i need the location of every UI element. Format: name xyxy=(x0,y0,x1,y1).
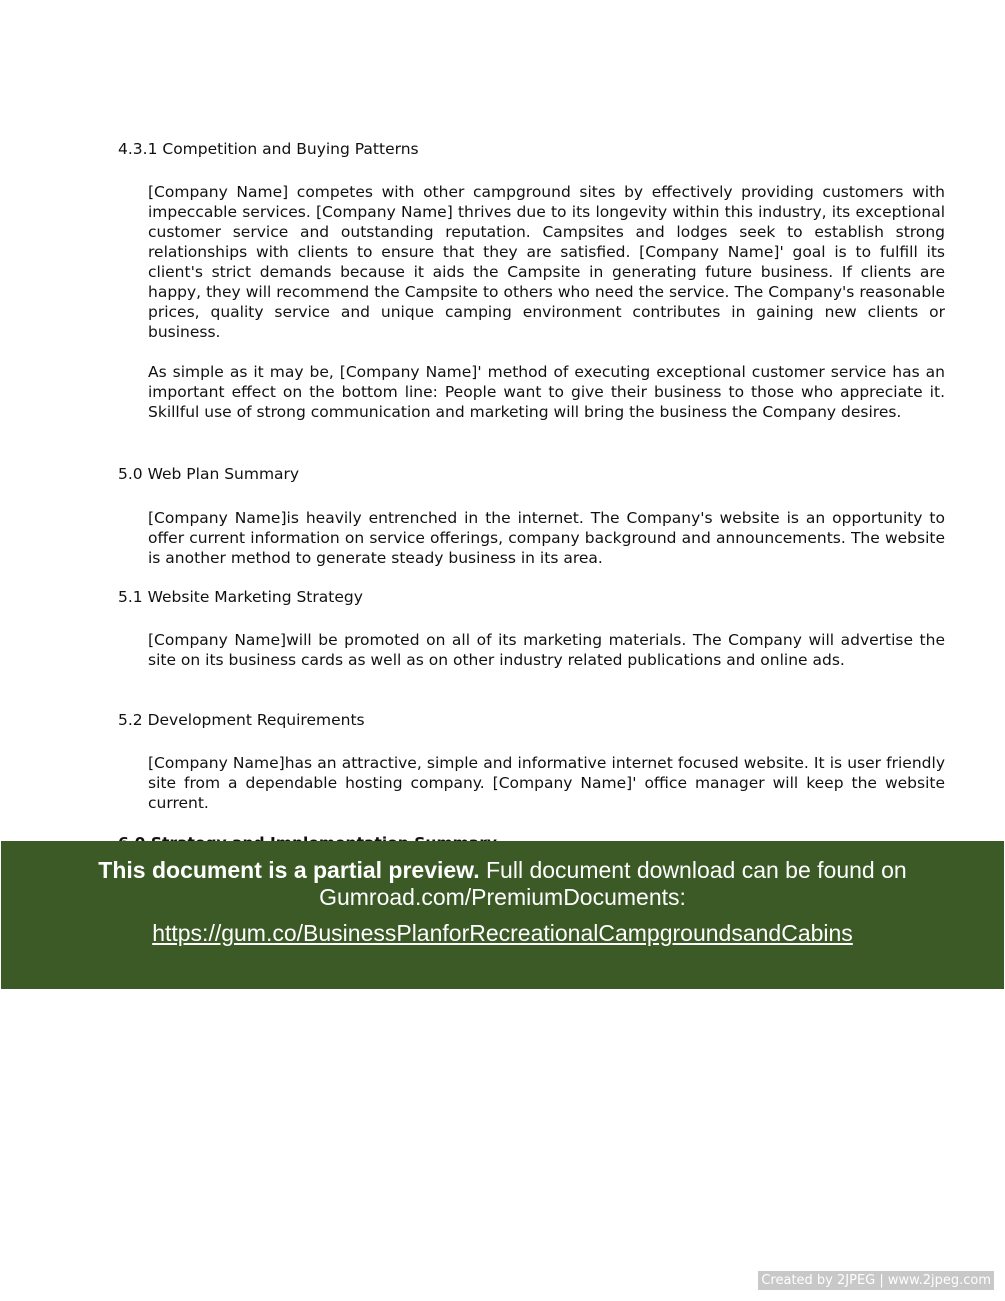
section-heading-5-1: 5.1 Website Marketing Strategy xyxy=(118,588,363,606)
section-heading-5-0: 5.0 Web Plan Summary xyxy=(118,465,300,483)
section-paragraph: [Company Name] competes with other campground sites by effectively providing customers with impeccable services. [Company Name] thrives due to its longevity within this industry, its exceptional customer service and outstanding reputation. Campsites and lodges seek to establish strong relationships with clients to ensure that they are satisfied. [Company Name]' goal is to fulfill its client's strict demands because it aids the Campsite in generating future business. If clients are happy, they will recommend the Campsite to others who need the service. The Company's reasonable prices, quality service and unique camping environment contributes in gaining new clients or business. xyxy=(148,183,945,341)
section-paragraph: [Company Name]is heavily entrenched in the internet. The Company's website is an opportunity to offer current information on service offerings, company background and announcements. The website is another method to generate steady business in its area. xyxy=(148,509,945,567)
download-link[interactable]: https://gum.co/BusinessPlanforRecreationalCampgroundsandCabins xyxy=(152,920,853,946)
preview-notice xyxy=(1,857,1004,911)
section-paragraph: As simple as it may be, [Company Name]' method of executing exceptional customer service has an important effect on the bottom line: People want to give their business to those who appreciate it. Skillful use of strong communication and marketing will bring the business the Company desires. xyxy=(148,363,945,421)
section-heading-5-2: 5.2 Development Requirements xyxy=(118,711,365,729)
preview-notice-bold: This document is a partial preview. xyxy=(98,857,480,883)
preview-banner xyxy=(1,841,1004,989)
preview-notice-text: Full document download can be found on Gumroad.com/PremiumDocuments: xyxy=(319,857,907,910)
watermark-stamp: Created by 2JPEG | www.2jpeg.com xyxy=(758,1271,994,1290)
section-heading-4-3-1: 4.3.1 Competition and Buying Patterns xyxy=(118,140,419,158)
section-paragraph: [Company Name]has an attractive, simple and informative internet focused website. It is user friendly site from a dependable hosting company. [Company Name]' office manager will keep the website current. xyxy=(148,754,945,812)
section-paragraph: [Company Name]will be promoted on all of its marketing materials. The Company will advertise the site on its business cards as well as on other industry related publications and online ads. xyxy=(148,631,945,669)
